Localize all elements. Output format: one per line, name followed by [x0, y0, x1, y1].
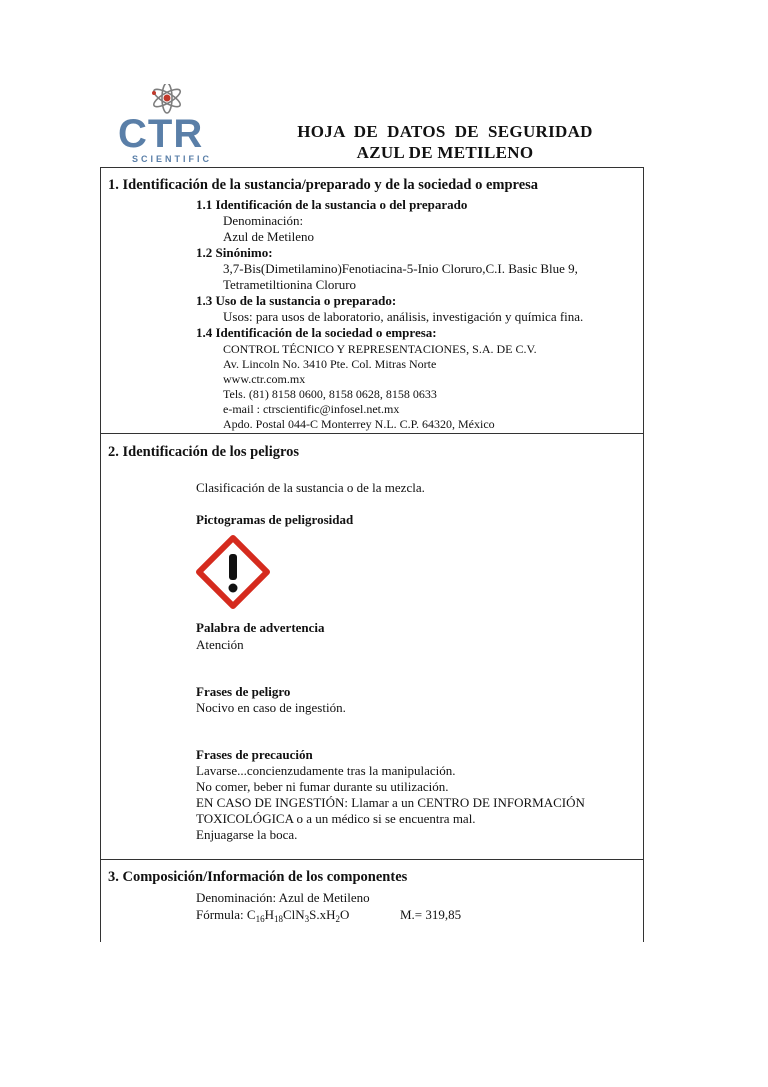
precaution-line: Enjuagarse la boca. [196, 827, 298, 842]
pictograms-title: Pictogramas de peligrosidad [196, 512, 354, 527]
molecular-mass: M.= 319,85 [400, 907, 462, 922]
title-line-1: HOJA DE DATOS DE SEGURIDAD [297, 122, 593, 141]
s12-title: 1.2 Sinónimo: [196, 245, 273, 260]
logo-text: CTR [118, 112, 204, 156]
hazard-statement: Nocivo en caso de ingestión. [196, 700, 346, 715]
s14-line: e-mail : ctrscientific@infosel.net.mx [223, 402, 400, 416]
section-2 [100, 433, 644, 860]
s12-line: 3,7-Bis(Dimetilamino)Fenotiacina-5-Inio Cloruro,C.I. Basic Blue 9, [223, 261, 578, 276]
s14-line: Tels. (81) 8158 0600, 8158 0628, 8158 0633 [223, 387, 437, 401]
signal-word: Atención [196, 637, 244, 652]
exclamation-mark-hazard-icon [195, 534, 271, 610]
s11-line: Denominación: [223, 213, 304, 228]
precaution-line: Lavarse...concienzudamente tras la manipulación. [196, 763, 456, 778]
component-formula: Fórmula: $C_{16}H_{18}ClN_3S.xH_2O$ [196, 907, 350, 924]
classification-text: Clasificación de la sustancia o de la mezcla. [196, 480, 425, 495]
logo-subtext: SCIENTIFIC [132, 154, 213, 164]
document-title [240, 121, 650, 163]
s13-title: 1.3 Uso de la sustancia o preparado: [196, 293, 397, 308]
s14-line: CONTROL TÉCNICO Y REPRESENTACIONES, S.A. DE C.V. [223, 342, 537, 356]
s14-title: 1.4 Identificación de la sociedad o empresa: [196, 325, 437, 340]
component-name: Denominación: Azul de Metileno [196, 890, 370, 905]
section-1-title: 1. Identificación de la sustancia/preparado y de la sociedad o empresa [108, 177, 539, 193]
s14-line: Av. Lincoln No. 3410 Pte. Col. Mitras Norte [223, 357, 437, 371]
s11-title: 1.1 Identificación de la sustancia o del preparado [196, 197, 468, 212]
s13-line: Usos: para usos de laboratorio, análisis, investigación y química fina. [223, 309, 584, 324]
section-3-title: 3. Composición/Información de los componentes [108, 869, 408, 885]
section-3 [100, 859, 644, 942]
precaution-line: TOXICOLÓGICA o a un médico si se encuentra mal. [196, 811, 476, 826]
hazard-statements-title: Frases de peligro [196, 684, 291, 699]
s14-line: Apdo. Postal 044-C Monterrey N.L. C.P. 64320, México [223, 417, 495, 431]
section-2-title: 2. Identificación de los peligros [108, 444, 300, 460]
s12-line: Tetrametiltionina Cloruro [223, 277, 357, 292]
precaution-line: EN CASO DE INGESTIÓN: Llamar a un CENTRO DE INFORMACIÓN [196, 795, 585, 810]
signal-word-title: Palabra de advertencia [196, 620, 325, 635]
s14-line: www.ctr.com.mx [223, 372, 306, 386]
company-logo [112, 84, 222, 164]
s11-line: Azul de Metileno [223, 229, 314, 244]
title-line-2: AZUL DE METILENO [356, 143, 534, 162]
section-1 [100, 167, 644, 434]
precaution-title: Frases de precaución [196, 747, 313, 762]
precaution-line: No comer, beber ni fumar durante su utilización. [196, 779, 449, 794]
